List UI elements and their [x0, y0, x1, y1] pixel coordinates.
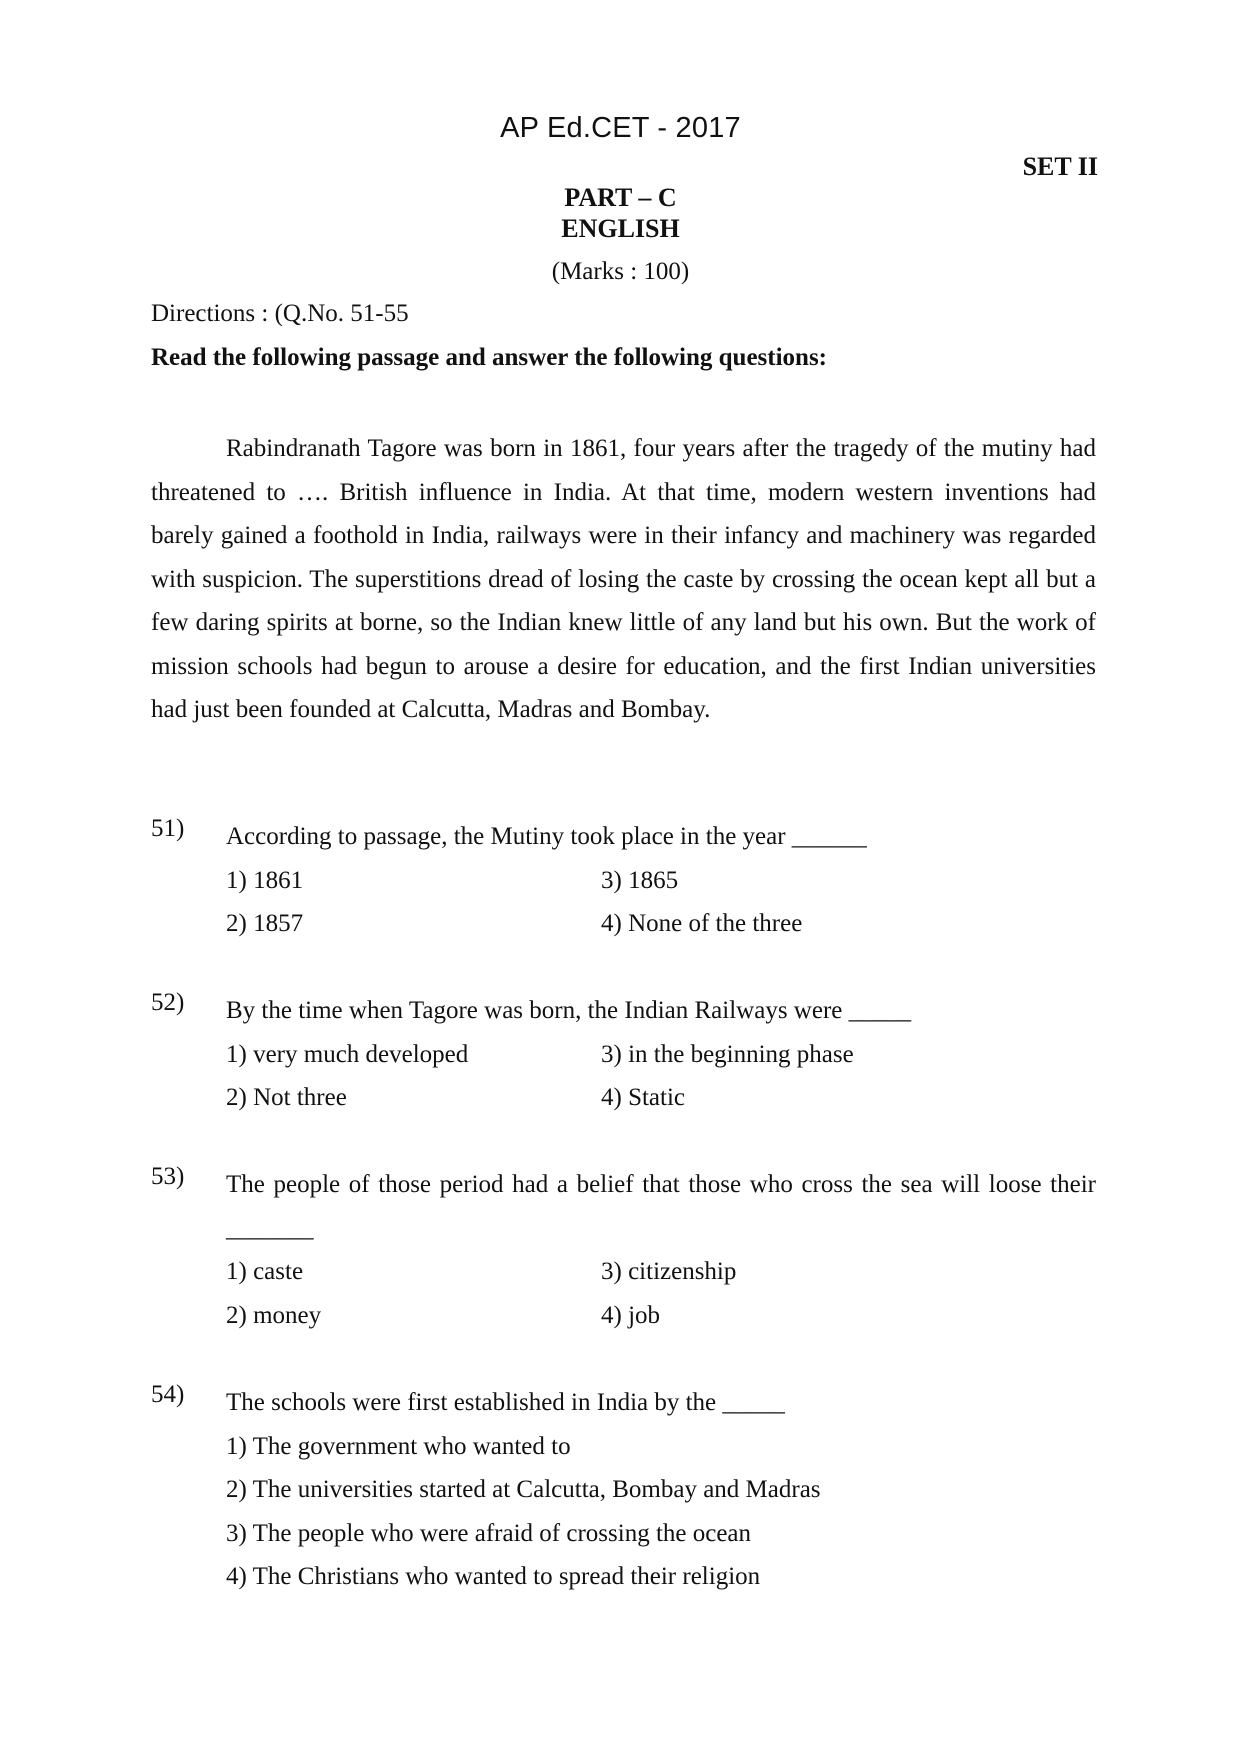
option-4: 4) The Christians who wanted to spread their religion: [226, 1563, 761, 1590]
option-4: 4) job: [601, 1301, 661, 1329]
instruction: Read the following passage and answer the following questions:: [151, 344, 828, 371]
question-53: [151, 1163, 1096, 1337]
options: [226, 1033, 1096, 1120]
question-text: The schools were first established in India by the _____: [226, 1389, 785, 1416]
option-3: 3) in the beginning phase: [601, 1040, 854, 1068]
question-number: 51): [151, 815, 185, 842]
part-heading: [0, 182, 1241, 244]
question-number: 53): [151, 1163, 185, 1190]
question-text: By the time when Tagore was born, the Indian Railways were _____: [226, 997, 912, 1024]
directions: Directions : (Q.No. 51-55: [151, 300, 409, 327]
option-2: 2) Not three: [226, 1084, 347, 1111]
part-label: PART – C: [564, 183, 677, 212]
question-text: According to passage, the Mutiny took place in the year ______: [226, 823, 867, 850]
option-2: 2) money: [226, 1301, 322, 1329]
option-3: 3) citizenship: [601, 1258, 737, 1285]
passage: Rabindranath Tagore was born in 1861, four years after the tragedy of the mutiny had threatened to …. British influence in India. At that time, modern western inventions had barely gained a foothold in India, railways were in their infancy and machinery was regarded with suspicion. The superstitions dread of losing the caste by crossing the ocean kept all but a few daring spirits at borne, so the Indian knew little of any land but his own. But the work of mission schools had begun to arouse a desire for education, and the first Indian universities had just been founded at Calcutta, Madras and Bombay.: [151, 435, 1096, 723]
question-text: The people of those period had a belief that those who cross the sea will loose their _______: [226, 1171, 1096, 1242]
question-51: [151, 815, 1096, 946]
option-1: 1) 1861: [226, 866, 304, 894]
option-4: 4) Static: [601, 1084, 686, 1111]
set-label: SET II: [1022, 152, 1098, 181]
option-4: 4) None of the three: [601, 910, 803, 937]
options: [226, 1250, 1096, 1337]
option-1: 1) The government who wanted to: [226, 1432, 571, 1460]
marks-label: (Marks : 100): [551, 258, 690, 285]
option-2: 2) The universities started at Calcutta, Bombay and Madras: [226, 1476, 821, 1503]
option-1: 1) very much developed: [226, 1040, 469, 1068]
exam-title: AP Ed.CET - 2017: [500, 112, 741, 144]
option-3: 3) The people who were afraid of crossing the ocean: [226, 1519, 752, 1547]
options: [226, 1425, 1096, 1599]
options: [226, 859, 1096, 946]
question-52: [151, 989, 1096, 1120]
question-number: 52): [151, 989, 185, 1016]
subject-label: ENGLISH: [561, 214, 680, 243]
question-54: [151, 1381, 1096, 1599]
question-number: 54): [151, 1381, 185, 1408]
option-3: 3) 1865: [601, 866, 679, 894]
option-2: 2) 1857: [226, 910, 304, 937]
option-1: 1) caste: [226, 1258, 304, 1285]
